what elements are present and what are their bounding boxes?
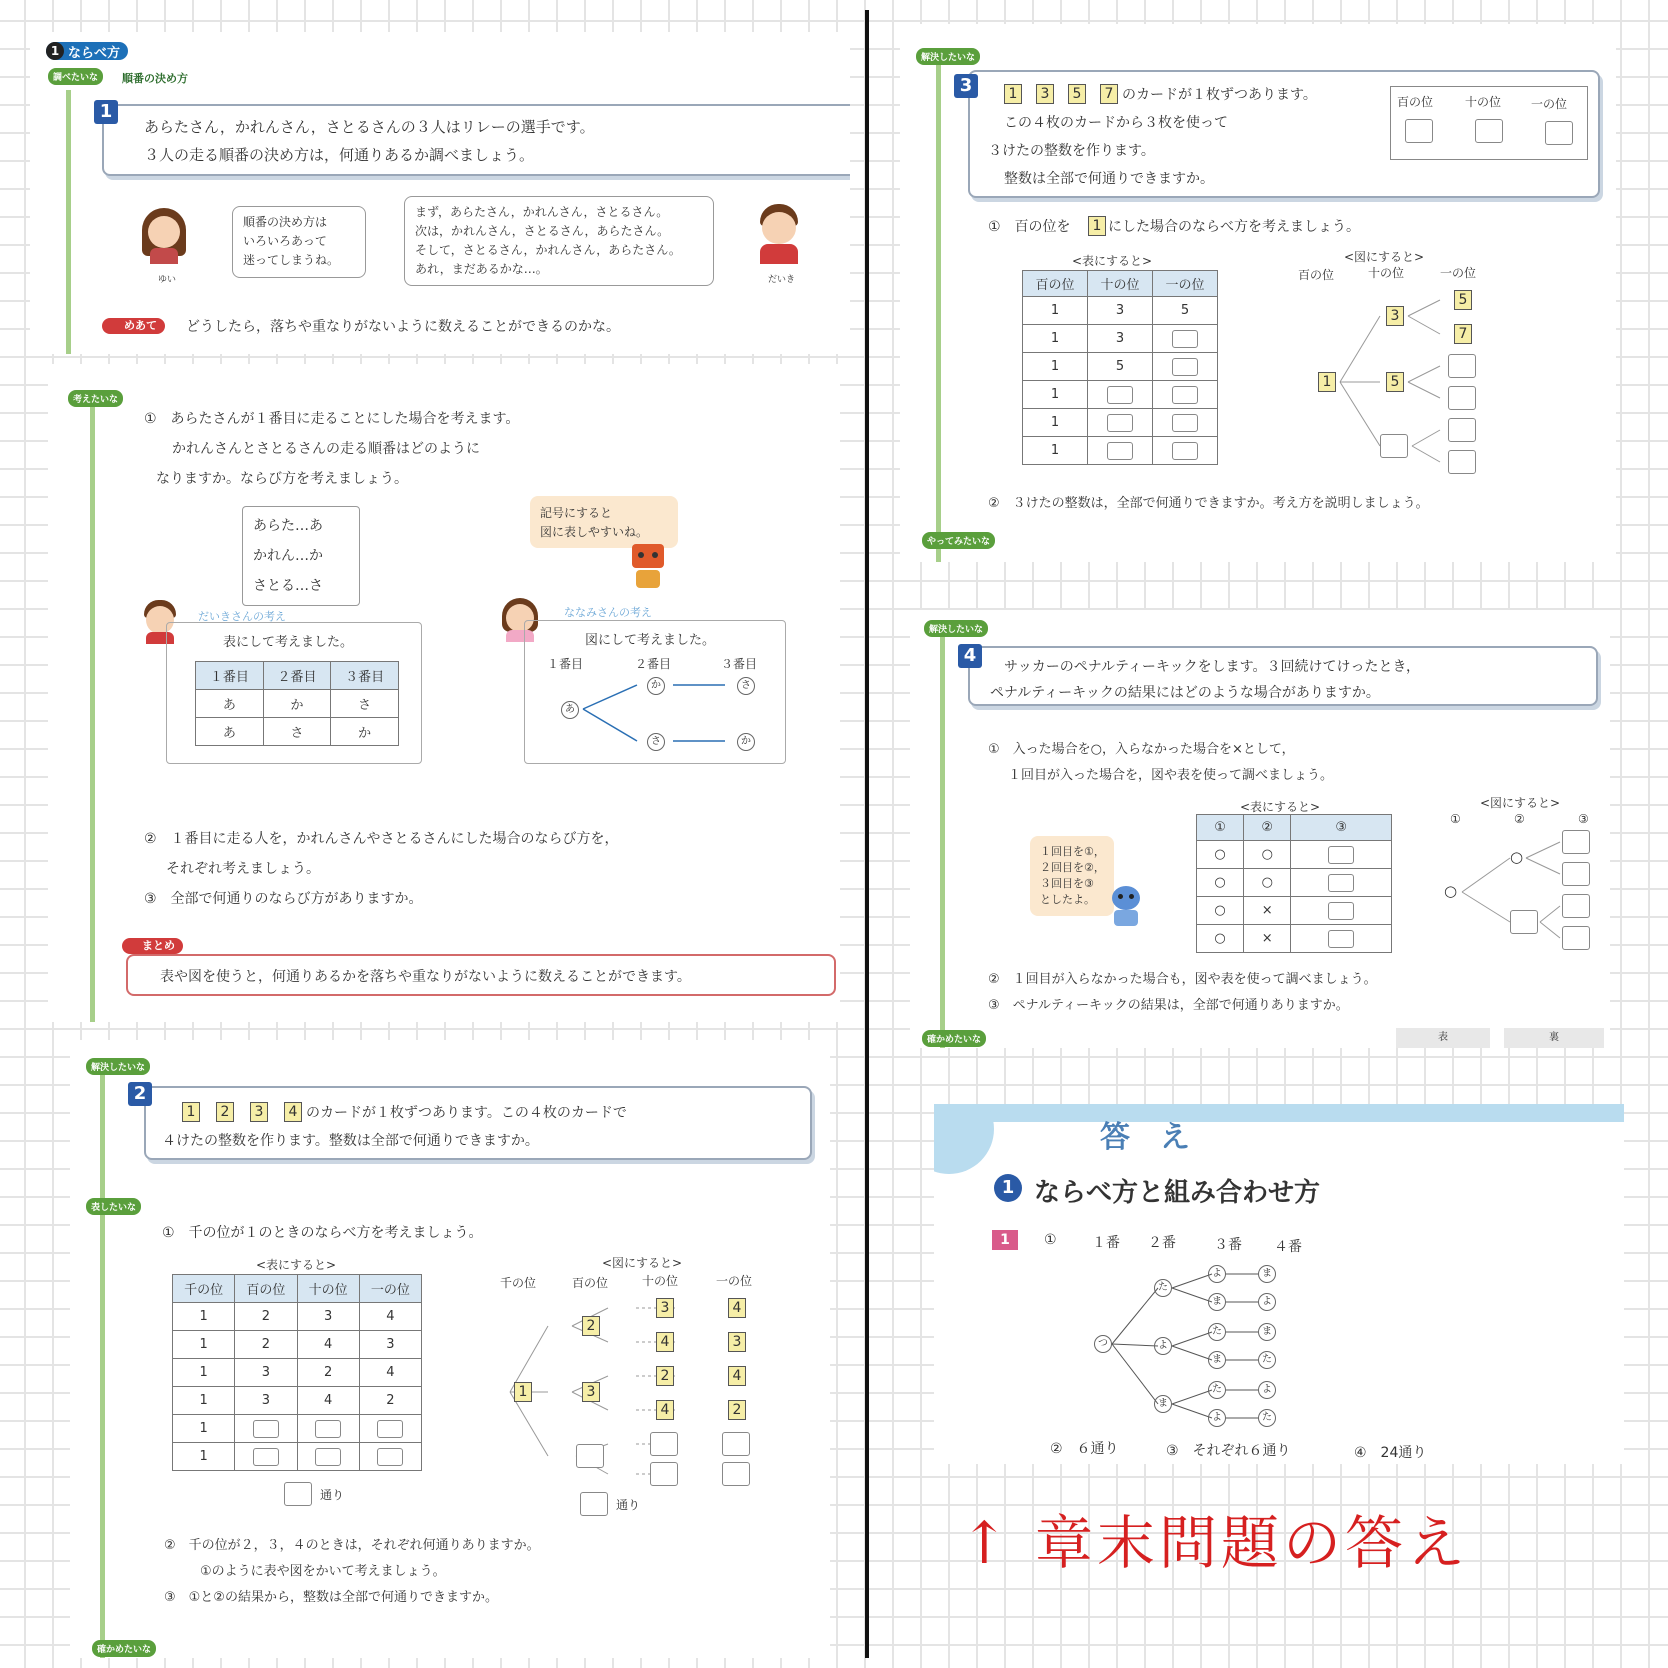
answer-box[interactable] <box>1562 926 1590 950</box>
table-cell: 1 <box>173 1443 235 1471</box>
table-cell: 1 <box>173 1331 235 1359</box>
character-daiki <box>754 204 804 264</box>
answer-box[interactable] <box>1562 830 1590 854</box>
answer-tree-node: よ <box>1208 1265 1226 1283</box>
question-line-1: サッカーのペナルティーキックをします。３回続けてけったとき， <box>1004 659 1420 675</box>
answer-box[interactable] <box>1448 354 1476 378</box>
tree-caption: <図にすると> <box>1480 796 1561 810</box>
number-card: 5 <box>1068 84 1086 104</box>
answer-tree-node: ま <box>1258 1265 1276 1283</box>
tree-header: ２番目 <box>635 657 672 671</box>
robot-icon <box>628 544 668 592</box>
part1-line-1: ① あらたさんが１番目に走ることにした場合を考えます。 <box>144 411 520 427</box>
tree-header: 十の位 <box>1368 266 1405 280</box>
tree-card: 2 <box>582 1316 600 1336</box>
question-line-2: ペナルティーキックの結果にはどのような場合がありますか。 <box>990 685 1380 701</box>
handwritten-text: 章末問題の答え <box>1035 1509 1470 1577</box>
answer-tree-node: よ <box>1258 1293 1276 1311</box>
table-cell: 1 <box>1023 409 1088 437</box>
part1-line-2: かれんさんとさとるさんの走る順番はどのように <box>172 441 480 457</box>
robot-note: 記号にすると 図に表しやすいね。 <box>530 496 678 548</box>
answer-unit-title: ならべ方と組み合わせ方 <box>1034 1178 1321 1208</box>
tree-card: 4 <box>728 1366 746 1386</box>
unit-number: 1 <box>46 42 64 60</box>
tree-card: 3 <box>656 1298 674 1318</box>
table-caption: <表にすると> <box>1072 254 1153 268</box>
table-cell: 3 <box>235 1387 297 1415</box>
answer-tree-node: た <box>1208 1381 1226 1399</box>
table-header: 十の位 <box>1088 271 1153 297</box>
section-tag: 表したいな <box>86 1198 141 1215</box>
unit-title: ならべ方 <box>68 45 121 61</box>
meate-text: どうしたら，落ちや重なりがないように数えることができるのかな。 <box>186 319 620 335</box>
section-tag-text: 順番の決め方 <box>122 72 188 85</box>
legend-item: かれん…か <box>253 548 323 564</box>
center-divider <box>865 10 869 1658</box>
nanami-idea-text: 図にして考えました。 <box>585 633 716 648</box>
section-tag: 解決したいな <box>916 48 980 65</box>
table-cell: 2 <box>235 1331 297 1359</box>
daiki-idea-title: だいきさんの考え <box>198 610 286 623</box>
matome-text: 表や図を使うと，何通りあるかを落ちや重なりがないように数えることができます。 <box>160 969 691 985</box>
table-header: ① <box>1197 815 1244 841</box>
question-number: 2 <box>128 1082 152 1106</box>
answer-box[interactable] <box>722 1462 750 1486</box>
question-line-1: のカードが１枚ずつあります。 <box>1122 87 1317 103</box>
tree-card: 4 <box>656 1332 674 1352</box>
daiki-idea-box <box>166 622 422 764</box>
tree-header: 一の位 <box>1440 266 1477 280</box>
tree-card: 3 <box>1386 306 1404 326</box>
tree-header: 百の位 <box>572 1276 609 1290</box>
place-header: 十の位 <box>1465 95 1502 109</box>
table-cell: さ <box>331 690 399 718</box>
table-cell: 4 <box>359 1359 421 1387</box>
tree-header: 百の位 <box>1298 268 1335 282</box>
matome-box <box>126 954 836 996</box>
place-header: 一の位 <box>1531 97 1568 111</box>
number-card: 2 <box>216 1102 234 1122</box>
tree-header: ① <box>1450 812 1461 826</box>
table-cell: か <box>331 718 399 746</box>
answer-tree-lines <box>934 1104 1624 1464</box>
answer-box[interactable] <box>1448 386 1476 410</box>
robot-note: １回目を①， ２回目を②， ３回目を③ としたよ。 <box>1030 836 1114 916</box>
table-cell: 5 <box>1088 353 1153 381</box>
tree-node: さ <box>647 733 665 751</box>
table-cell: 5 <box>1153 297 1218 325</box>
rail <box>90 394 95 1022</box>
tree-header: ② <box>1514 812 1525 826</box>
table-cell: 3 <box>297 1303 359 1331</box>
page3-sheet <box>70 1040 830 1658</box>
part3-text: ③ ①と②の結果から，整数は全部で何通りできますか。 <box>164 1590 498 1605</box>
tree-node: か <box>647 677 665 695</box>
legend-box <box>242 506 360 606</box>
section-tag: 考えたいな <box>68 390 123 407</box>
number-card: 3 <box>1036 84 1054 104</box>
answer-tree-node: ま <box>1208 1351 1226 1369</box>
legend-item: さとる…さ <box>253 578 323 594</box>
yui-name: ゆい <box>158 275 177 285</box>
section-tag: 確かめたいな <box>922 1030 986 1047</box>
table-row <box>196 690 399 718</box>
nanami-idea-box <box>524 620 786 764</box>
tree-header: ３番目 <box>721 657 758 671</box>
rail <box>66 90 71 354</box>
matome-label: まとめ <box>142 939 175 952</box>
order-table <box>195 661 399 746</box>
answer-tree-node: た <box>1258 1409 1276 1427</box>
part1-line-2: １回目が入った場合を，図や表を使って調べましょう。 <box>1008 768 1334 783</box>
answer-2: ② ６通り <box>1050 1441 1119 1457</box>
question-line-2: ４けたの整数を作ります。整数は全部で何通りできますか。 <box>162 1133 539 1149</box>
number-card: 1 <box>1004 84 1022 104</box>
table-row <box>196 718 399 746</box>
table-cell: ○ <box>1197 925 1244 953</box>
table-cell: 1 <box>1023 297 1088 325</box>
answer-tree-node: ま <box>1154 1395 1172 1413</box>
table-cell: × <box>1244 925 1291 953</box>
table-cell: ○ <box>1244 841 1291 869</box>
answer-sheet <box>934 1104 1624 1464</box>
section-tag: 解決したいな <box>86 1058 150 1075</box>
table-header: 百の位 <box>1023 271 1088 297</box>
answer-box[interactable] <box>1562 894 1590 918</box>
table-cell: あ <box>196 690 264 718</box>
answer-tree-node: ま <box>1258 1323 1276 1341</box>
table-cell: 2 <box>235 1303 297 1331</box>
tree-caption: <図にすると> <box>1344 250 1425 264</box>
table-cell: 4 <box>359 1303 421 1331</box>
section-tag: 確かめたいな <box>92 1640 156 1657</box>
table-caption: <表にすると> <box>1240 800 1321 814</box>
tree-card: 1 <box>514 1382 532 1402</box>
tree-unit: 通り <box>616 1498 641 1512</box>
table-cell: 2 <box>297 1359 359 1387</box>
part2-line-1: ② 千の位が２，３，４のときは，それぞれ何通りありますか。 <box>164 1538 540 1553</box>
table-cell: 3 <box>359 1331 421 1359</box>
answer-tree-node: よ <box>1208 1409 1226 1427</box>
answer-header: 答 え <box>1100 1120 1190 1155</box>
daiki-name: だいき <box>768 275 796 285</box>
handwritten-note: ↑ 章末問題の答え <box>960 1509 1470 1577</box>
tree-card: 3 <box>728 1332 746 1352</box>
tree-header: ③ <box>1578 812 1589 826</box>
answer-box[interactable] <box>580 1492 608 1516</box>
table-cell: 4 <box>297 1387 359 1415</box>
table-cell: 1 <box>1023 325 1088 353</box>
table-header: 一の位 <box>1153 271 1218 297</box>
number-card: 4 <box>284 1102 302 1122</box>
answer-3: ③ それぞれ６通り <box>1166 1443 1291 1459</box>
number-card: 7 <box>1100 84 1118 104</box>
tree-card: 4 <box>656 1400 674 1420</box>
part2-line-2: それぞれ考えましょう。 <box>166 861 320 877</box>
table-header: 一の位 <box>359 1275 421 1303</box>
question-line-3: ３けたの整数を作ります。 <box>988 143 1155 159</box>
answer-box[interactable] <box>1380 434 1408 458</box>
unit-badge <box>46 42 128 60</box>
answer-box[interactable] <box>650 1462 678 1486</box>
legend-item: あらた…あ <box>253 518 323 534</box>
daiki-bubble: まず，あらたさん，かれんさん，さとるさん。 次は，かれんさん，さとるさん，あらたさん。 そして，さとるさん，かれんさん，あらたさん。 あれ，まだあるかな…。 <box>404 196 714 286</box>
place-header: 百の位 <box>1397 95 1434 109</box>
tree-lines <box>900 24 1616 562</box>
number-card: 3 <box>250 1102 268 1122</box>
question-number: 3 <box>954 74 978 98</box>
table-cell: か <box>263 690 331 718</box>
answer-tree-node: つ <box>1094 1335 1112 1353</box>
tree-card: 1 <box>1318 372 1336 392</box>
table-header: 十の位 <box>297 1275 359 1303</box>
answer-tree-node: よ <box>1258 1381 1276 1399</box>
answer-box[interactable] <box>1448 418 1476 442</box>
table-cell: 1 <box>1023 437 1088 465</box>
answer-col-header: ２番 <box>1148 1235 1176 1251</box>
table-cell: 3 <box>1088 325 1153 353</box>
tree-card: 4 <box>728 1298 746 1318</box>
part1-suffix: にした場合のならべ方を考えましょう。 <box>1108 219 1360 235</box>
answer-4: ④ 24通り <box>1354 1445 1427 1461</box>
tree-card: 2 <box>656 1366 674 1386</box>
tree-node: あ <box>561 701 579 719</box>
tree-card: 2 <box>728 1400 746 1420</box>
table-cell: 1 <box>173 1303 235 1331</box>
tree-node: か <box>737 733 755 751</box>
page1-sheet <box>30 32 850 354</box>
table-header: ２番目 <box>263 662 331 690</box>
tree-lines <box>70 1040 830 1658</box>
question-line-1: のカードが１枚ずつあります。この４枚のカードで <box>306 1105 627 1121</box>
footer-tab: 裏 <box>1504 1028 1604 1048</box>
table-header: 千の位 <box>173 1275 235 1303</box>
matome-badge <box>122 938 183 954</box>
answer-tree-node: た <box>1208 1323 1226 1341</box>
number-card: 1 <box>182 1102 200 1122</box>
part1-line-1: ① 入った場合を○，入らなかった場合を×として， <box>988 742 1295 757</box>
table-header: 百の位 <box>235 1275 297 1303</box>
table-caption: <表にすると> <box>256 1258 337 1272</box>
answer-col-header: ３番 <box>1214 1237 1242 1253</box>
footer-tab: 表 <box>1396 1028 1490 1048</box>
answer-col-header: ４番 <box>1274 1239 1302 1255</box>
table-header: ③ <box>1291 815 1392 841</box>
question-box <box>102 104 850 176</box>
table-cell: × <box>1244 897 1291 925</box>
tree-node: ○ <box>1510 848 1524 866</box>
answer-unit-number: 1 <box>994 1174 1022 1202</box>
yui-bubble: 順番の決め方は いろいろあって 迷ってしまうね。 <box>232 206 366 278</box>
character-yui <box>142 208 186 264</box>
tree-header: 一の位 <box>716 1274 753 1288</box>
table-cell: 2 <box>359 1387 421 1415</box>
part2-text: ② ３けたの整数は，全部で何通りできますか。考え方を説明しましょう。 <box>988 496 1429 511</box>
table-unit: 通り <box>320 1488 345 1502</box>
daiki-idea-text: 表にして考えました。 <box>223 635 354 650</box>
table-cell: 1 <box>1023 381 1088 409</box>
page5-sheet <box>910 610 1610 1048</box>
tree-header: 千の位 <box>500 1276 537 1290</box>
answer-box[interactable] <box>1562 862 1590 886</box>
tree-node: ○ <box>1444 882 1458 900</box>
section-tag: 解決したいな <box>924 620 988 637</box>
table-cell: 1 <box>1023 353 1088 381</box>
answer-col-header: ① <box>1044 1232 1057 1248</box>
answer-tree-node: た <box>1258 1351 1276 1369</box>
tree-header: 十の位 <box>642 1274 679 1288</box>
meate-label: めあて <box>124 319 157 332</box>
table-cell: ○ <box>1197 897 1244 925</box>
table-cell: あ <box>196 718 264 746</box>
tree-card: 5 <box>1454 290 1472 310</box>
part1-line-3: なりますか。ならび方を考えましょう。 <box>156 471 408 487</box>
part1-text: ① 千の位が１のときのならべ方を考えましょう。 <box>162 1225 483 1241</box>
answer-tree-node: た <box>1154 1279 1172 1297</box>
answer-box[interactable] <box>650 1432 678 1456</box>
tree-node: さ <box>737 677 755 695</box>
tree-card: 5 <box>1386 372 1404 392</box>
part1-prefix: ① 百の位を <box>988 219 1071 235</box>
table-header: ３番目 <box>331 662 399 690</box>
table-cell: 4 <box>297 1331 359 1359</box>
table-cell: 1 <box>173 1359 235 1387</box>
nanami-idea-title: ななみさんの考え <box>564 606 652 619</box>
table-cell: 1 <box>173 1387 235 1415</box>
part3-text: ③ 全部で何通りのならび方がありますか。 <box>144 891 423 907</box>
answer-box[interactable] <box>1448 450 1476 474</box>
question-number: 4 <box>958 644 982 668</box>
part3-text: ③ ペナルティーキックの結果は，全部で何通りありますか。 <box>988 998 1349 1013</box>
page4-sheet <box>900 24 1616 562</box>
answer-tree-node: よ <box>1154 1337 1172 1355</box>
answer-col-header: １番 <box>1092 1235 1120 1251</box>
question-number: 1 <box>94 100 118 124</box>
question-line-2: この４枚のカードから３枚を使って <box>1004 115 1228 131</box>
tree-card: 3 <box>582 1382 600 1402</box>
page2-sheet <box>48 364 840 1022</box>
table-cell: ○ <box>1244 869 1291 897</box>
table-cell: ○ <box>1197 841 1244 869</box>
answer-q-number: 1 <box>992 1230 1018 1250</box>
part2-text: ② １回目が入らなかった場合も，図や表を使って調べましょう。 <box>988 972 1377 987</box>
table-cell: 3 <box>1088 297 1153 325</box>
part2-line-1: ② １番目に走る人を，かれんさんやさとるさんにした場合のならび方を， <box>144 831 619 847</box>
tree-caption: <図にすると> <box>602 1256 683 1270</box>
number-card: 1 <box>1088 216 1106 236</box>
answer-tree-node: ま <box>1208 1293 1226 1311</box>
answer-box[interactable] <box>576 1444 604 1468</box>
question-line-1: あらたさん，かれんさん，さとるさんの３人はリレーの選手です。 <box>144 118 595 136</box>
question-line-2: ３人の走る順番の決め方は，何通りあるか調べましょう。 <box>144 146 535 164</box>
section-tag: 調べたいな <box>48 68 103 85</box>
question-line-4: 整数は全部で何通りできますか。 <box>1004 171 1214 187</box>
meate-badge <box>102 318 165 334</box>
table-cell: 3 <box>235 1359 297 1387</box>
table-cell: さ <box>263 718 331 746</box>
table-cell: ○ <box>1197 869 1244 897</box>
section-tag: やってみたいな <box>922 532 995 549</box>
table-cell: 1 <box>173 1415 235 1443</box>
tree-card: 7 <box>1454 324 1472 344</box>
table-header: ② <box>1244 815 1291 841</box>
answer-box[interactable] <box>1510 910 1538 934</box>
table-header: １番目 <box>196 662 264 690</box>
answer-box[interactable] <box>722 1432 750 1456</box>
tree-header: １番目 <box>547 657 584 671</box>
part2-line-2: ①のように表や図をかいて考えましょう。 <box>200 1564 446 1579</box>
